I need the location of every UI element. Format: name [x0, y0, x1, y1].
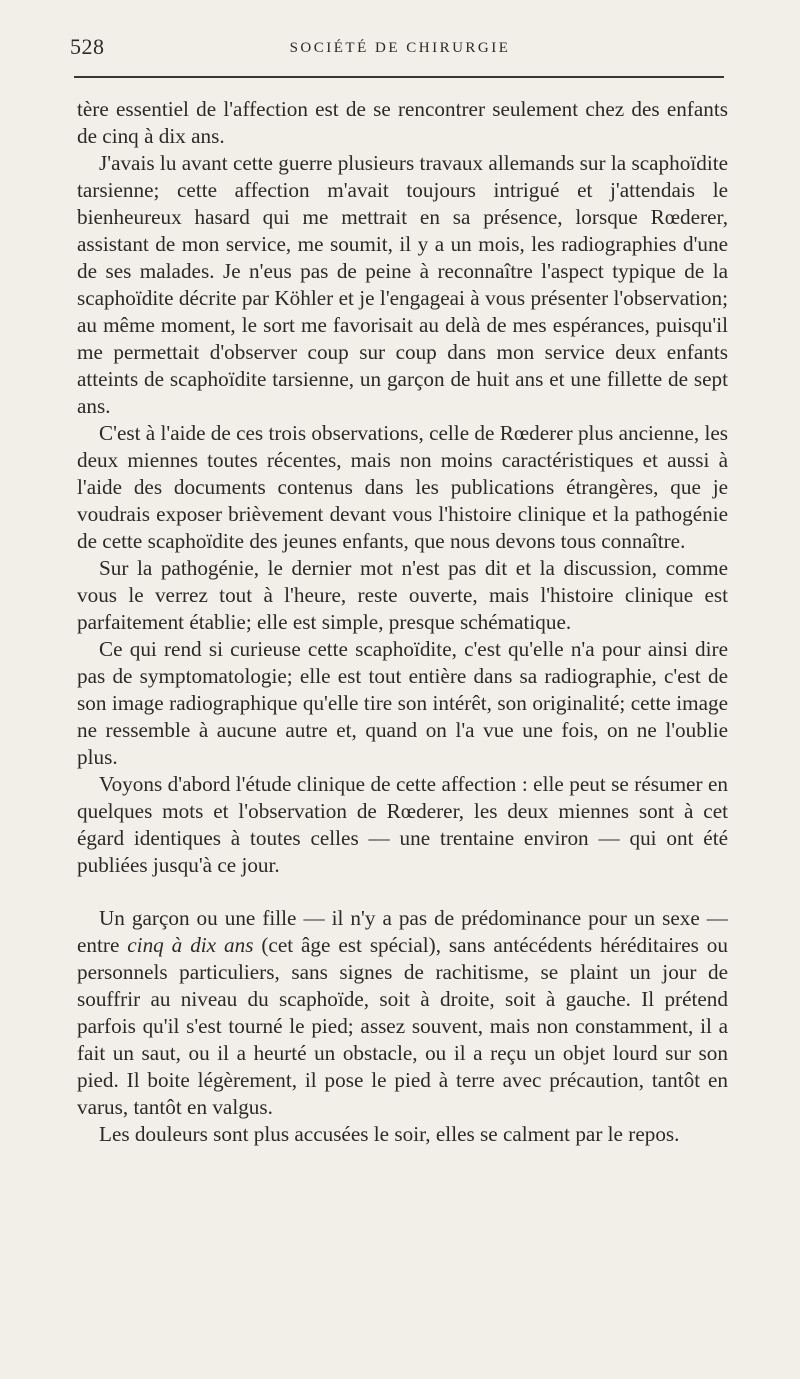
running-title: SOCIÉTÉ DE CHIRURGIE: [289, 40, 511, 56]
page-number: 528: [70, 34, 105, 59]
paragraph-3: C'est à l'aide de ces trois observations, celle de Rœderer plus ancienne, les deux miennes toutes récentes, mais non moins caractéristiques et aussi à l'aide des documents contenus dans les publications étrangères, que je voudrais exposer brièvement devant vous l'histoire clinique et la pathogénie de cette scaphoïdite des jeunes enfants, que nous devons tous connaître.: [77, 421, 728, 553]
paragraph-7: [77, 905, 728, 1121]
header-rule: [74, 76, 724, 78]
paragraph-2: J'avais lu avant cette guerre plusieurs travaux allemands sur la scaphoïdite tarsienne; cette affection m'avait toujours intrigué et j'attendais le bienheureux hasard qui me mettrait en sa présence, lorsque Rœderer, assistant de mon service, me soumit, il y a un mois, les radiographies d'une de ses malades. Je n'eus pas de peine à reconnaître l'aspect typique de la scaphoïdite décrite par Köhler et je l'engageai à vous présenter l'observation; au même moment, le sort me favorisait au delà de mes espérances, puisqu'il me permettait d'observer coup sur coup dans mon service deux enfants atteints de scaphoïdite tarsienne, un garçon de huit ans et une fillette de sept ans.: [77, 151, 728, 418]
section-gap: [77, 879, 728, 905]
paragraph-7-start: Un garçon ou une fille — il n'y a pas de prédominance pour un sexe — entre: [77, 906, 728, 957]
paragraph-5: Ce qui rend si curieuse cette scaphoïdite, c'est qu'elle n'a pour ainsi dire pas de symptomatologie; elle est tout entière dans sa radiographie, c'est de son image radiographique qu'elle tire son intérêt, son originalité; cette image ne ressemble à aucune autre et, quand on l'a vue une fois, on ne l'oublie plus.: [77, 637, 728, 769]
paragraph-6: Voyons d'abord l'étude clinique de cette affection : elle peut se résumer en quelques mots et l'observation de Rœderer, les deux miennes sont à cet égard identiques à toutes celles — une trentaine environ — qui ont été publiées jusqu'à ce jour.: [77, 772, 728, 877]
paragraph-7-end: (cet âge est spécial), sans antécédents héréditaires ou personnels particuliers, sans signes de rachitisme, se plaint un jour de souffrir au niveau du scaphoïde, soit à droite, soit à gauche. Il prétend parfois qu'il s'est tourné le pied; assez souvent, mais non constamment, il a fait un saut, ou il a heurté un obstacle, ou il a reçu un objet lourd sur son pied. Il boite légèrement, il pose le pied à terre avec précaution, tantôt en varus, tantôt en valgus.: [77, 933, 728, 1119]
paragraph-1: tère essentiel de l'affection est de se rencontrer seulement chez des enfants de cinq à dix ans.: [77, 97, 728, 148]
paragraph-7-italic: cinq à dix ans: [127, 933, 254, 957]
paragraph-4: Sur la pathogénie, le dernier mot n'est pas dit et la discussion, comme vous le verrez tout à l'heure, reste ouverte, mais l'histoire clinique est parfaitement établie; elle est simple, presque schématique.: [77, 556, 728, 634]
paragraph-8: Les douleurs sont plus accusées le soir, elles se calment par le repos.: [99, 1122, 680, 1146]
body-text: [77, 96, 728, 1148]
running-head: [70, 34, 730, 60]
